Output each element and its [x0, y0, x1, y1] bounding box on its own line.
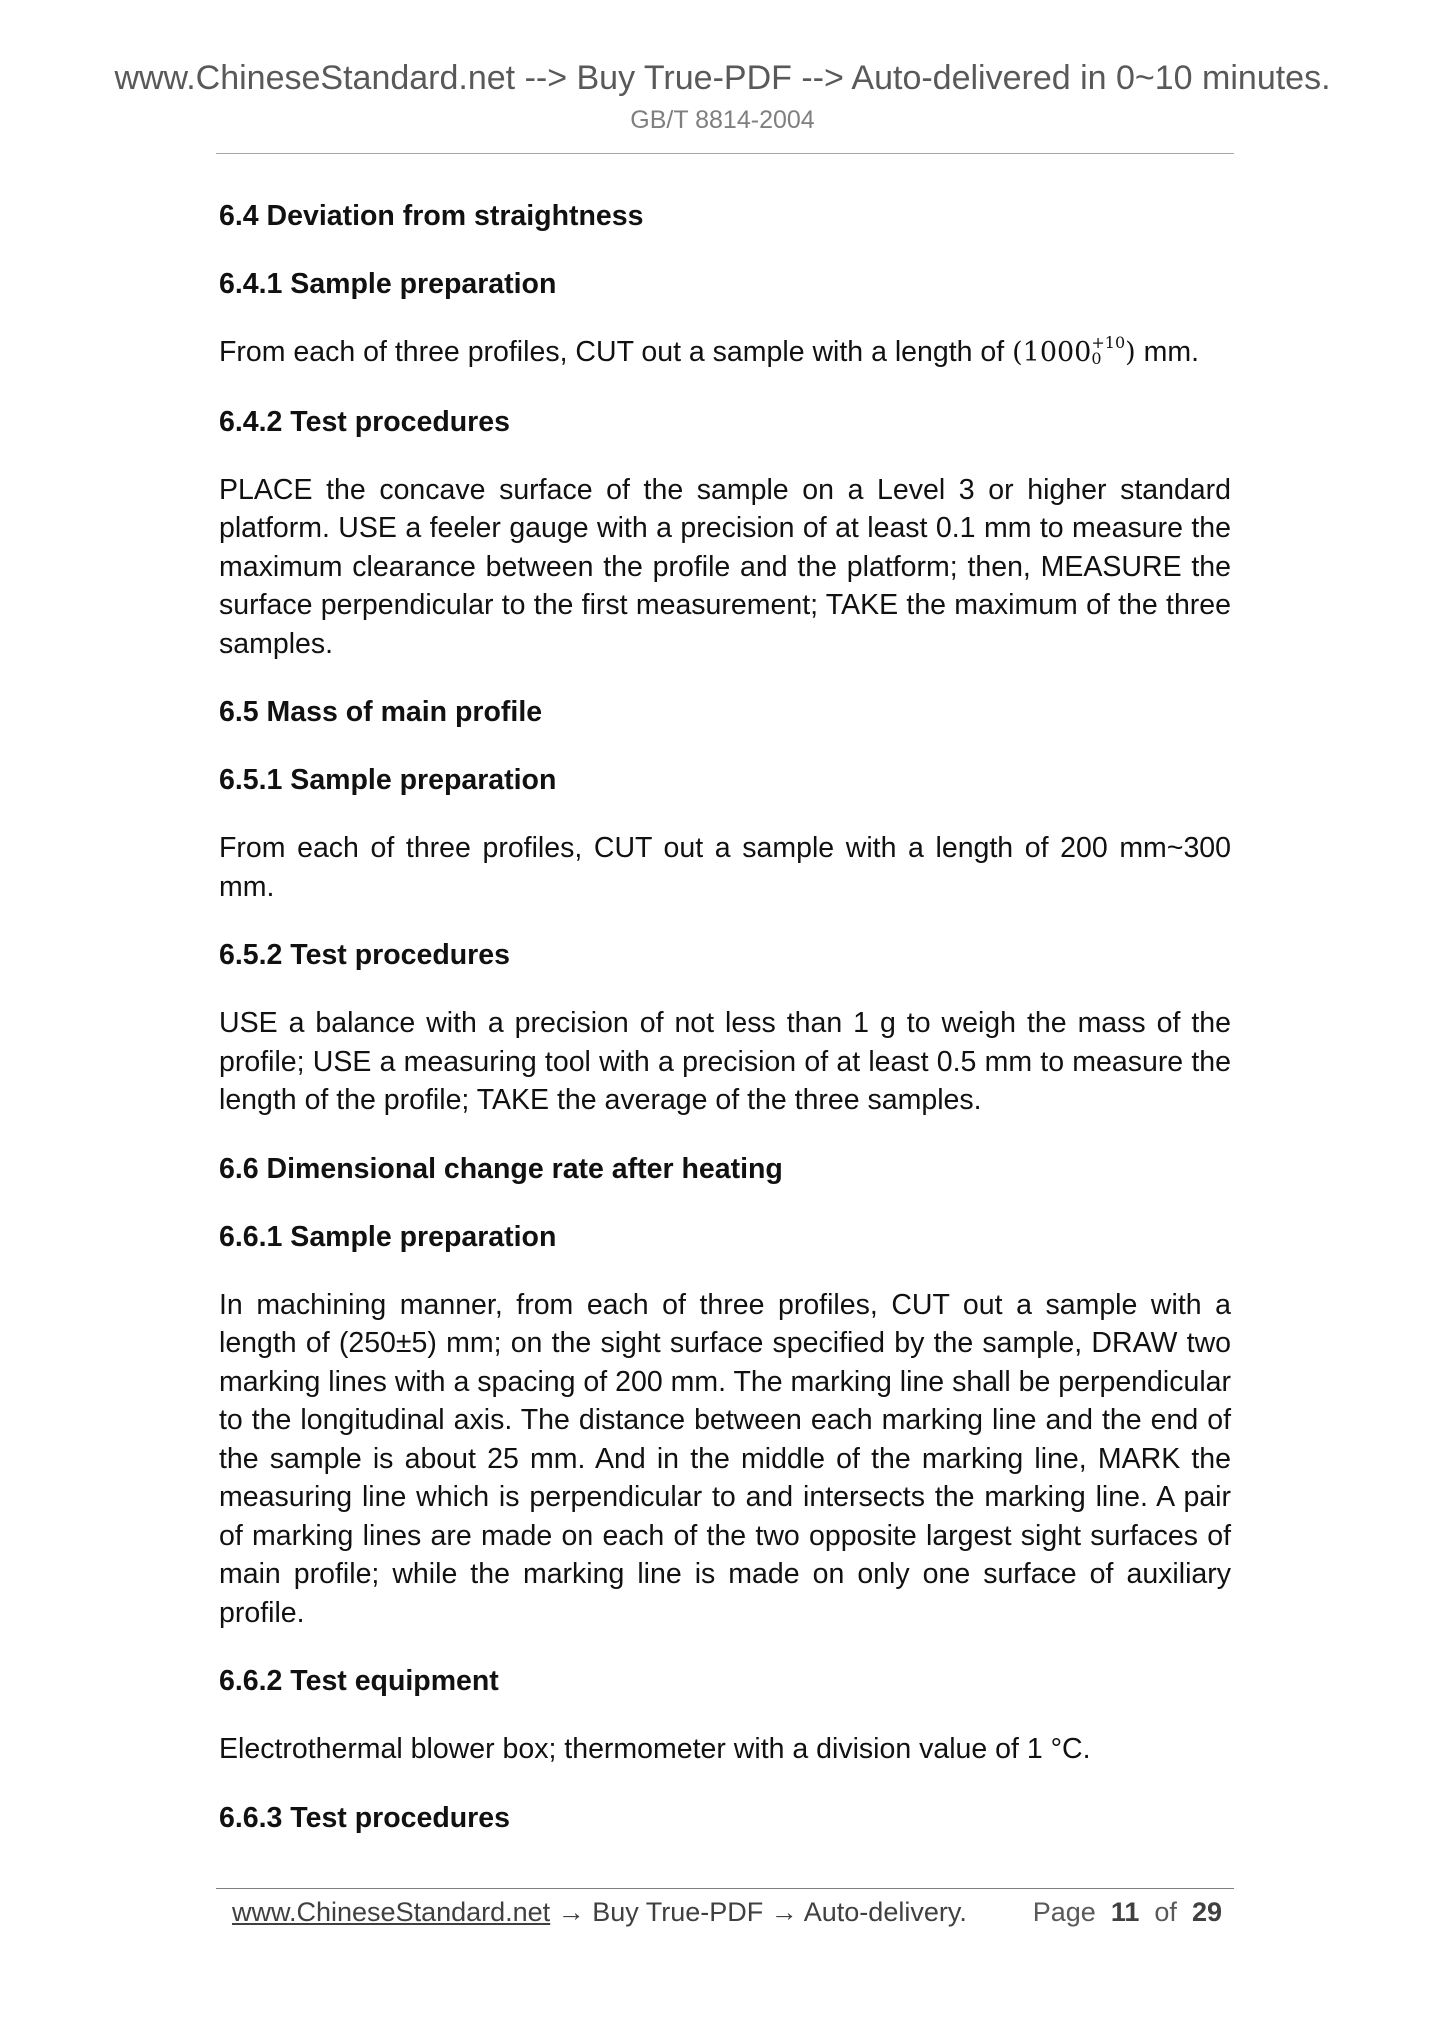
footer-arrow-icon: → — [763, 1897, 804, 1927]
footer-auto-text: Auto-delivery. — [803, 1897, 967, 1927]
formula-tolerance — [1091, 332, 1126, 368]
total-pages: 29 — [1191, 1897, 1222, 1927]
formula-lower-tolerance: 0 — [1091, 348, 1102, 368]
section-heading-6-6-2: 6.6.2 Test equipment — [219, 1665, 499, 1697]
footer-buy-text: Buy True-PDF — [592, 1897, 764, 1927]
paragraph-6-4-1-unit: mm. — [1135, 336, 1199, 368]
current-page: 11 — [1110, 1897, 1140, 1927]
footer-promo — [232, 1897, 967, 1928]
paragraph-6-4-2: PLACE the concave surface of the sample on a Level 3 or higher standard platform. USE a feeler gauge with a precision of at least 0.1 mm to measure the maximum clearance between the profile and the platform; then, MEASURE the surface perpendicular to the first measurement; TAKE the maximum of the three samples. — [219, 473, 1231, 660]
document-code: GB/T 8814-2004 — [630, 106, 815, 134]
formula-base: (1000 — [1012, 337, 1092, 368]
header-divider — [216, 153, 1234, 154]
paragraph-6-4-1-text: From each of three profiles, CUT out a sample with a length of — [219, 336, 1013, 368]
page-label: Page — [1032, 1897, 1096, 1927]
footer-site-link[interactable]: www.ChineseStandard.net — [232, 1897, 551, 1927]
section-heading-6-4-1: 6.4.1 Sample preparation — [219, 268, 557, 300]
page-number — [1033, 1897, 1222, 1928]
page-header — [0, 56, 1445, 136]
paragraph-6-6-1: In machining manner, from each of three profiles, CUT out a sample with a length of (250±5) mm; on the sight surface specified by the sample, DRAW two marking lines with a spacing of 200 mm. The marking line shall be perpendicular to the longitudinal axis. The distance between each marking line and the end of the sample is about 25 mm. And in the middle of the marking line, MARK the measuring line which is perpendicular to and intersects the marking line. A pair of marking lines are made on each of the two opposite largest sight surfaces of main profile; while the marking line is made on only one surface of auxiliary profile. — [219, 1288, 1231, 1629]
section-heading-6-5-1: 6.5.1 Sample preparation — [219, 764, 557, 796]
section-heading-6-5-2: 6.5.2 Test procedures — [219, 939, 510, 971]
document-body — [219, 197, 1231, 1867]
section-heading-6-4: 6.4 Deviation from straightness — [219, 200, 644, 232]
of-label: of — [1154, 1897, 1177, 1927]
paragraph-6-5-2: USE a balance with a precision of not less than 1 g to weigh the mass of the profile; USE a measuring tool with a precision of at least 0.5 mm to measure the length of the profile; TAKE the average of the three samples. — [219, 1007, 1231, 1116]
paragraph-6-6-2: Electrothermal blower box; thermometer with a division value of 1 °C. — [219, 1733, 1091, 1765]
section-heading-6-4-2: 6.4.2 Test procedures — [219, 405, 510, 438]
section-heading-6-5: 6.5 Mass of main profile — [219, 696, 543, 728]
header-banner-text: www.ChineseStandard.net --> Buy True-PDF --> Auto-delivered in 0~10 minutes. — [114, 59, 1331, 97]
paragraph-6-4-1 — [219, 333, 1231, 373]
section-heading-6-6-3: 6.6.3 Test procedures — [219, 1801, 510, 1834]
formula-upper-tolerance: +10 — [1091, 332, 1126, 352]
paragraph-6-5-1: From each of three profiles, CUT out a sample with a length of 200 mm~300 mm. — [219, 832, 1231, 903]
footer-arrow-icon: → — [550, 1897, 593, 1927]
section-heading-6-6: 6.6 Dimensional change rate after heating — [219, 1152, 783, 1185]
length-tolerance-formula — [1012, 332, 1136, 368]
page-footer — [216, 1888, 1234, 1949]
section-heading-6-6-1: 6.6.1 Sample preparation — [219, 1220, 557, 1253]
formula-close: ) — [1125, 337, 1136, 368]
